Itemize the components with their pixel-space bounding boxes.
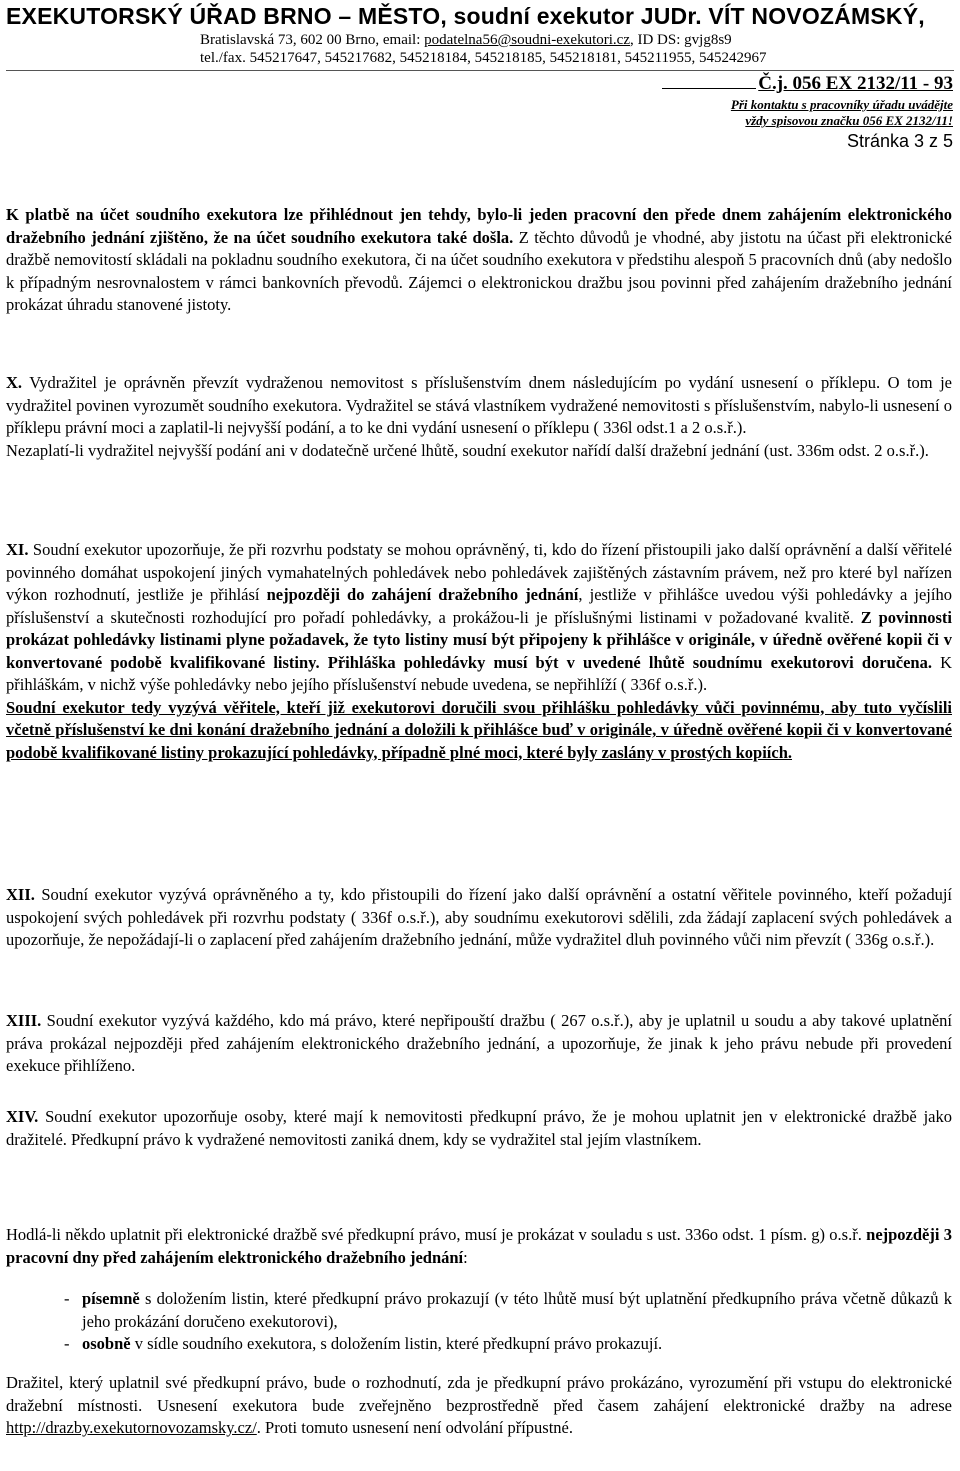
office-title: EXEKUTORSKÝ ÚŘAD BRNO – MĚSTO, soudní exekutor JUDr. VÍT NOVOZÁMSKÝ, bbox=[6, 3, 925, 29]
section-x-label: X. bbox=[6, 373, 23, 392]
auction-url-link[interactable]: http://drazby.exekutornovozamsky.cz/ bbox=[6, 1418, 257, 1437]
section-xiv bbox=[6, 1106, 952, 1151]
case-reference bbox=[662, 73, 953, 95]
section-xii-label: XII. bbox=[6, 885, 35, 904]
payment-text-end: Zájemci o elektronickou dražbu jsou povinni před zahájením dražebního jednání prokázat úhradu stanovené jistoty. bbox=[6, 272, 952, 314]
section-x bbox=[6, 372, 952, 462]
case-prefix: Č.j. bbox=[758, 73, 793, 94]
final-text1: Dražitel, který uplatnil své předkupní právo, bude o rozhodnutí, zda je předkupní právo prokázáno, vyrozumění při vstupu do elektronické dražební místnosti. Usnesení exekutora bude zveřejněno bezprostředně před časem zahájení elektronické dražby na adrese bbox=[6, 1373, 952, 1415]
section-xi-text3: K přihláškám, v nichž výše pohledávky nebo jejího příslušenství nebude uvedena, se nepřihlíží ( 336f o.s.ř.). bbox=[6, 652, 952, 694]
section-xi bbox=[6, 539, 952, 764]
section-xi-deadline: nejpozději do zahájení dražebního jednání bbox=[266, 585, 579, 604]
preemption-text1: Hodlá-li někdo uplatnit při elektronické dražbě své předkupní právo, musí je prokázat v souladu s ust. 336o odst. 1 písm. g) o.s.ř. bbox=[6, 1225, 867, 1244]
list-item bbox=[6, 1288, 952, 1333]
section-xiv-text: Soudní exekutor upozorňuje osoby, které mají k nemovitosti předkupní právo, že je mohou uplatnit jen v elektronické dražbě jako dražitelé. Předkupní právo k vydražené nemovitosti zaniká dnem, kdy se vydražitel stal jejím vlastníkem. bbox=[6, 1107, 952, 1149]
list-dash: - bbox=[64, 1334, 70, 1353]
case-leader-line bbox=[662, 74, 756, 89]
contact-note-line1: Při kontaktu s pracovníky úřadu uvádějte bbox=[730, 97, 953, 112]
payment-text: Z těchto důvodů je vhodné, aby jistotu na účast při elektronické dražbě nemovitostí skládali na pokladnu soudního exekutora, či na účet soudního exekutora v předstihu alespoň 5 pracovních dnů (aby nedošlo k případným nesrovnalostem v rámci bankovních převodů. bbox=[6, 227, 952, 292]
list-item-text: s doložením listin, které předkupní právo prokazují (v této lhůtě musí být uplatnění předkupního práva včetně důkazů k jeho prokázání doručeno exekutorovi), bbox=[82, 1289, 952, 1331]
list-item-text: v sídle soudního exekutora, s doložením listin, které předkupní právo prokazují. bbox=[130, 1334, 663, 1353]
section-x-text3: Nezaplatí-li vydražitel nejvyšší podání ani v dodatečně určené lhůtě, soudní exekutor nařídí další dražební jednání (ust. 336m odst. 2 o.s.ř.). bbox=[6, 440, 929, 460]
final-text2: . Proti tomuto usnesení není odvolání přípustné. bbox=[256, 1418, 574, 1437]
header-divider bbox=[6, 70, 954, 71]
list-item-method: osobně bbox=[82, 1334, 131, 1353]
section-xi-requirement: Z povinnosti prokázat pohledávky listinami plyne požadavek, že tyto listiny musí být připojeny k přihlášce v originále, v úředně ověřené kopii či v konvertované podobě kvalifikované listiny. Přihláška pohledávky musí být v uvedené lhůtě soudnímu exekutorovi doručena. bbox=[6, 607, 952, 672]
list-item-method: písemně bbox=[82, 1289, 140, 1308]
section-x-text2: Vydražitel se stává vlastníkem vydražené nemovitosti s příslušenstvím, nabylo-li usnesení o příklepu právní moci a zaplatil-li nejvyšší podání, a to ke dni vydání usnesení o příklepu ( 336l odst.1 a 2 o.s.ř.). bbox=[6, 395, 952, 437]
page-number: Stránka 3 z 5 bbox=[846, 131, 953, 151]
payment-bold: K platbě na účet soudního exekutora lze přihlédnout jen tehdy, bylo-li jeden pracovní den přede dnem zahájením elektronického dražebního jednání zjištěno, že na účet soudního exekutora také došla. bbox=[6, 205, 952, 247]
section-xiii-label: XIII. bbox=[6, 1011, 42, 1030]
section-xi-text2: , jestliže v přihlášce uvedou výši pohledávky a jejího příslušenství a skutečnosti rozhodující pro pořadí pohledávky, a prokážou-li je příslušnými listinami v požadované kvalitě. bbox=[6, 585, 952, 627]
section-xi-call-to-creditors: Soudní exekutor tedy vyzývá věřitele, kteří již exekutorovi doručili svou přihlášku pohledávky vůči povinnému, aby tuto vyčíslili včetně příslušenství ke dni konání dražebního jednání a doložili k přihlášce buď v originále, v úředně ověřené kopii či v konvertované podobě kvalifikované listiny prokazující pohledávky, případně plné moci, které byly zaslány v prostých kopiích. bbox=[6, 697, 952, 762]
paragraph-final bbox=[6, 1372, 952, 1440]
preemption-text2: : bbox=[463, 1247, 468, 1267]
case-number: 056 EX 2132/11 - 93 bbox=[792, 73, 953, 94]
section-xi-text1: Soudní exekutor upozorňuje, že při rozvrhu podstaty se mohou oprávněný, ti, kdo do řízení přistoupili jako další oprávnění a další věřitelé povinného domáhat uspokojení jiných vymahatelných pohledávek nebo pohledávek zajištěných zástavním právem, než pro které byl nařízen výkon rozhodnutí, jestliže je přihlásí bbox=[6, 540, 952, 604]
email-link[interactable]: podatelna56@soudni-exekutori.cz bbox=[424, 32, 630, 48]
contact-note-line2: vždy spisovou značku 056 EX 2132/11! bbox=[745, 113, 953, 128]
paragraph-preemption bbox=[6, 1224, 952, 1269]
paragraph-payment bbox=[6, 204, 952, 317]
preemption-deadline: nejpozději 3 pracovní dny před zahájením elektronického dražebního jednání bbox=[6, 1225, 953, 1267]
section-x-text1: Vydražitel je oprávněn převzít vydraženou nemovitost s příslušenstvím dnem následujícím po vydání usnesení o příklepu. O tom je vydražitel povinen vyrozumět soudního exekutora. bbox=[6, 373, 952, 415]
section-xii bbox=[6, 884, 952, 952]
address-suffix: , ID DS: gvjg8s9 bbox=[629, 32, 732, 48]
section-xii-text: Soudní exekutor vyzývá oprávněného a ty, kdo přistoupili do řízení jako další oprávnění a ostatní věřitele povinného, kteří požadují uspokojení svých pohledávek při rozvrhu podstaty ( 336f o.s.ř.), aby soudnímu exekutorovi sdělili, zda žádají zaplacení svých pohledávek a upozorňuje, že nepožádají-li o zaplacení před zahájením dražebního jednání, může vydražitel dluh povinného vůči nim převzít ( 336g o.s.ř.). bbox=[6, 885, 952, 949]
office-phones: tel./fax. 545217647, 545217682, 545218184, 545218185, 545218181, 545211955, 545242967 bbox=[200, 50, 767, 66]
section-xi-label: XI. bbox=[6, 540, 29, 559]
section-xiv-label: XIV. bbox=[6, 1107, 39, 1126]
section-xiii bbox=[6, 1010, 952, 1078]
address-prefix: Bratislavská 73, 602 00 Brno, email: bbox=[200, 32, 425, 48]
preemption-methods-list bbox=[6, 1288, 952, 1356]
list-item bbox=[6, 1333, 952, 1356]
list-dash: - bbox=[64, 1289, 70, 1308]
office-address bbox=[200, 31, 732, 49]
section-xiii-text: Soudní exekutor vyzývá každého, kdo má právo, které nepřipouští dražbu ( 267 o.s.ř.), aby je uplatnil u soudu a aby takové uplatnění práva prokázal nejpozději před zahájením elektronického dražebního jednání, a upozorňuje, že jinak k jeho právu nebude při provedení exekuce přihlíženo. bbox=[6, 1011, 952, 1075]
